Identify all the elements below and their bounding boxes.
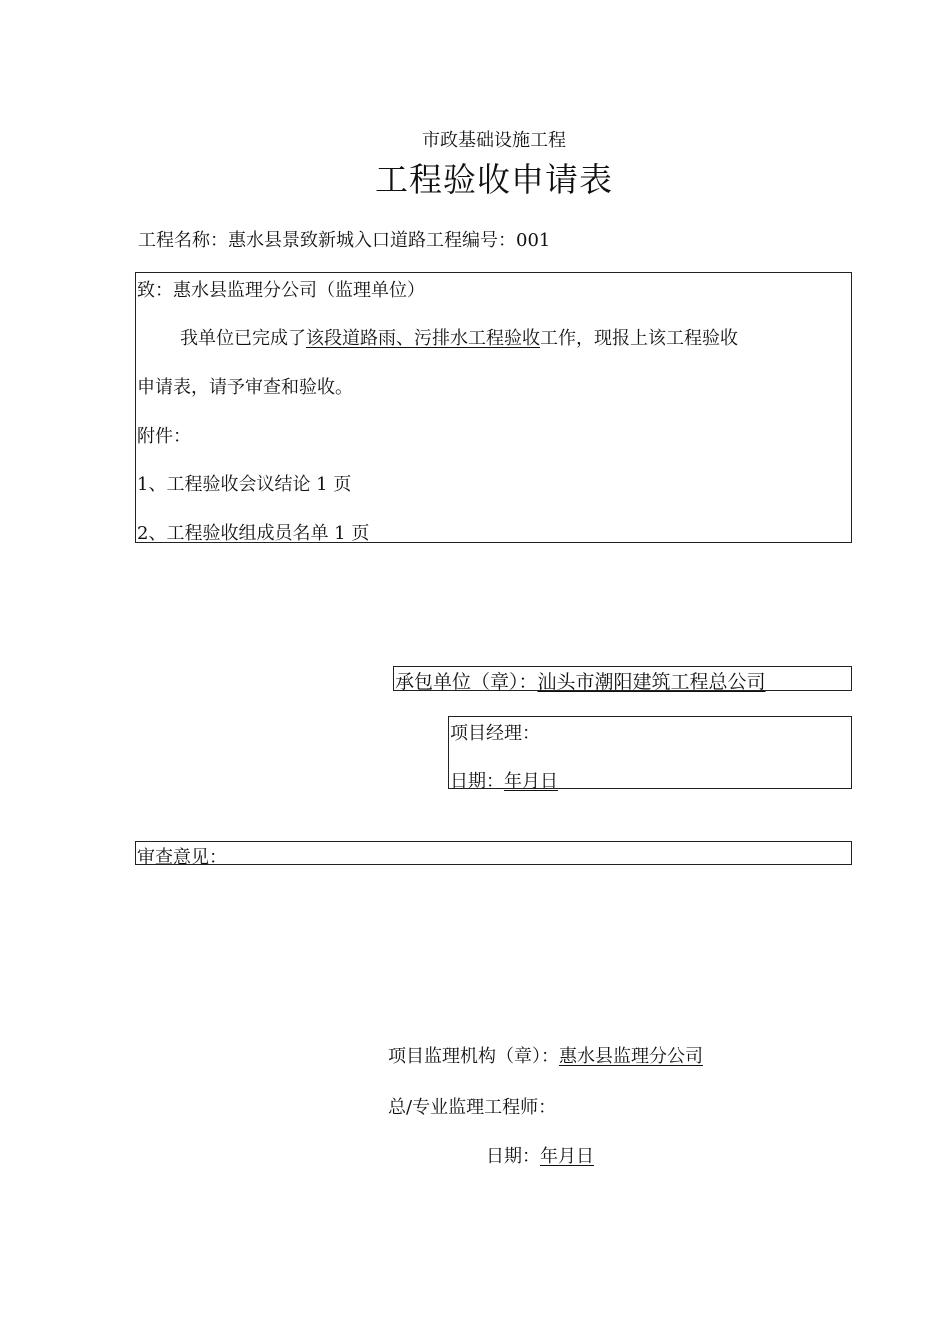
body-scope: 该段道路雨、污排水工程验收: [306, 328, 540, 349]
project-name-line: 工程名称：惠水县景致新城入口道路工程编号：001: [138, 230, 551, 251]
review-box: [135, 841, 852, 868]
document-title: 工程验收申请表: [375, 160, 613, 199]
supervision-date-line: [486, 1142, 594, 1168]
contractor-name: 汕头市潮阳建筑工程总公司: [537, 671, 766, 693]
supervision-engineer-label: 总/专业监理工程师：: [388, 1097, 557, 1118]
application-body-line2: 申请表，请予审查和验收。: [137, 377, 353, 398]
project-manager-label: 项目经理：: [450, 723, 540, 744]
application-body-line1: [180, 324, 738, 350]
contractor-date-value: 年月日: [504, 771, 558, 792]
supervision-date-value: 年月日: [540, 1146, 594, 1167]
supervision-org-line: [388, 1042, 703, 1068]
attachment-item-1: 1、工程验收会议结论 1 页: [137, 474, 352, 495]
supervision-org-name: 惠水县监理分公司: [559, 1046, 703, 1067]
supervision-org-label: 项目监理机构（章）：: [388, 1046, 559, 1067]
manager-box: [448, 716, 852, 792]
application-box: [135, 272, 852, 543]
addressee-line: 致：惠水县监理分公司（监理单位）: [137, 280, 425, 301]
contractor-label: 承包单位（章）：: [395, 671, 538, 693]
document-subtitle: 市政基础设施工程: [422, 130, 566, 151]
body-prefix: 我单位已完成了: [180, 328, 306, 349]
attachments-label: 附件：: [137, 426, 191, 447]
contractor-date-label: 日期：: [450, 771, 504, 792]
contractor-box: [393, 666, 852, 691]
contractor-date-line: [450, 767, 558, 793]
supervision-date-label: 日期：: [486, 1146, 540, 1167]
body-suffix: 工作，现报上该工程验收: [540, 328, 738, 349]
review-label: 审查意见：: [137, 847, 227, 868]
contractor-line: [395, 667, 766, 694]
attachment-item-2: 2、工程验收组成员名单 1 页: [137, 523, 370, 544]
